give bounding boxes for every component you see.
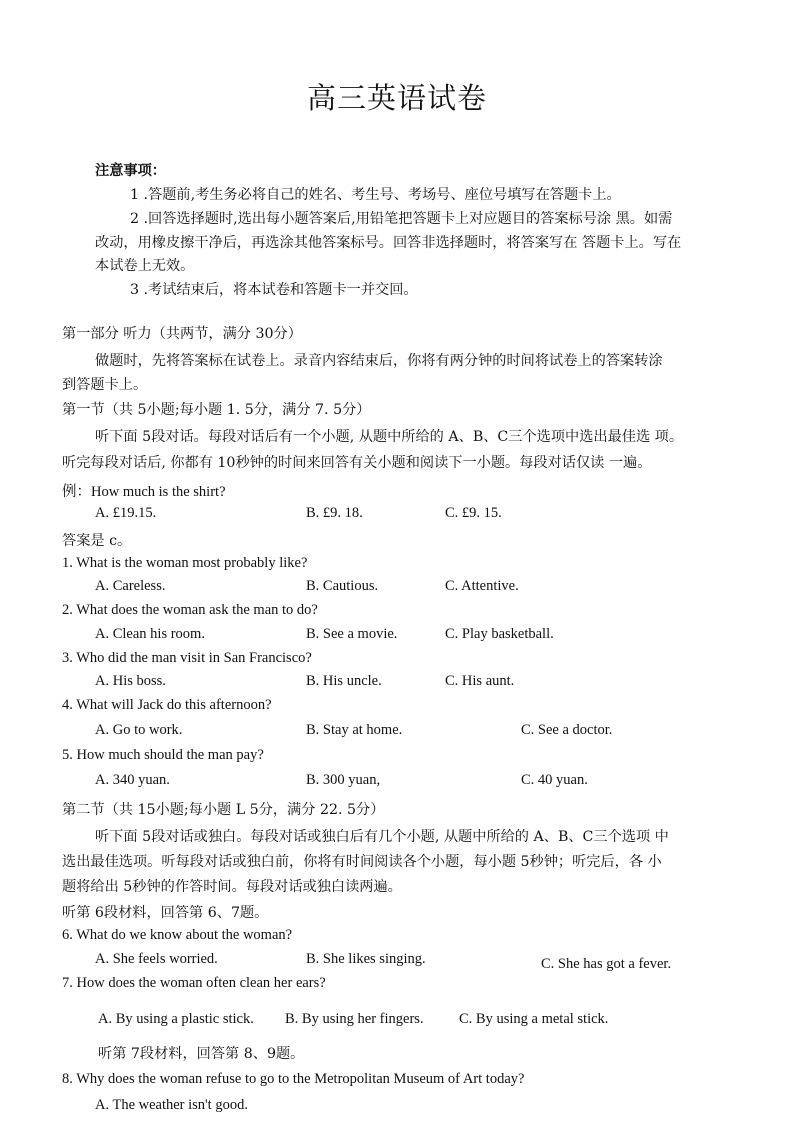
example-option-a: A. £19.15. <box>95 505 157 521</box>
notice-item-1: 1 .答题前,考生务必将自己的姓名、考生号、考场号、座位号填写在答题卡上。 <box>130 187 621 203</box>
question-4: 4. What will Jack do this afternoon? <box>62 697 272 713</box>
question-1-option-a: A. Careless. <box>95 578 166 594</box>
question-7-option-c: C. By using a metal stick. <box>459 1011 609 1027</box>
question-4-option-c: C. See a doctor. <box>521 722 613 738</box>
example-option-b: B. £9. 18. <box>306 505 363 521</box>
section1-intro-line-1: 听下面 5段对话。每段对话后有一个小题, 从题中所给的 A、B、C三个选项中选出最佳选 项。 <box>95 429 684 445</box>
question-1-option-b: B. Cautious. <box>306 578 379 594</box>
section1-intro-line-2: 听完每段对话后, 你都有 10秒钟的时间来回答有关小题和阅读下一小题。每段对话仅读 一遍。 <box>62 455 652 471</box>
section2-intro-line-2: 选出最佳选项。听每段对话或独白前，你将有时间阅读各个小题，每小题 5秒钟；听完后，各 小 <box>62 854 662 870</box>
question-2: 2. What does the woman ask the man to do? <box>62 602 318 618</box>
question-5-option-c: C. 40 yuan. <box>521 772 588 788</box>
section2-intro-line-3: 题将给出 5秒钟的作答时间。每段对话或独白读两遍。 <box>62 879 402 895</box>
part1-intro-line-1: 做题时，先将答案标在试卷上。录音内容结束后，你将有两分钟的时间将试卷上的答案转涂 <box>95 353 663 369</box>
question-3: 3. Who did the man visit in San Francisco? <box>62 650 312 666</box>
section2-heading: 第二节（共 15小题;每小题 L 5分，满分 22. 5分） <box>62 802 385 818</box>
page-title: 高三英语试卷 <box>307 81 488 115</box>
question-2-option-b: B. See a movie. <box>306 626 398 642</box>
material-6-instruction: 听第 6段材料，回答第 6、7题。 <box>62 905 269 921</box>
question-4-option-b: B. Stay at home. <box>306 722 403 738</box>
example-answer: 答案是 c。 <box>62 533 132 549</box>
section2-intro-line-1: 听下面 5段对话或独白。每段对话或独白后有几个小题, 从题中所给的 A、B、C三个选项 中 <box>95 829 669 845</box>
question-7: 7. How does the woman often clean her ears? <box>62 975 326 991</box>
question-7-option-a: A. By using a plastic stick. <box>98 1011 254 1027</box>
section1-heading: 第一节（共 5小题;每小题 1. 5分，满分 7. 5分） <box>62 402 371 418</box>
notice-item-2-line-1: 2 .回答选择题时,选出每小题答案后,用铅笔把答题卡上对应题目的答案标号涂 黑。如需 <box>130 211 673 227</box>
question-3-option-a: A. His boss. <box>95 673 166 689</box>
question-5: 5. How much should the man pay? <box>62 747 264 763</box>
question-5-option-b: B. 300 yuan, <box>306 772 381 788</box>
question-6-option-b: B. She likes singing. <box>306 951 426 967</box>
notice-item-3: 3 .考试结束后，将本试卷和答题卡一并交回。 <box>130 282 418 298</box>
question-2-option-a: A. Clean his room. <box>95 626 205 642</box>
part1-intro-line-2: 到答题卡上。 <box>62 377 148 393</box>
notice-item-2-line-2: 改动，用橡皮擦干净后，再选涂其他答案标号。回答非选择题时，将答案写在 答题卡上。写在 <box>95 235 682 251</box>
question-6-option-a: A. She feels worried. <box>95 951 218 967</box>
question-8-option-a: A. The weather isn't good. <box>95 1097 248 1113</box>
question-3-option-c: C. His aunt. <box>445 673 515 689</box>
question-1: 1. What is the woman most probably like? <box>62 555 308 571</box>
question-1-option-c: C. Attentive. <box>445 578 519 594</box>
example-option-c: C. £9. 15. <box>445 505 502 521</box>
question-2-option-c: C. Play basketball. <box>445 626 554 642</box>
part1-heading: 第一部分 听力（共两节，满分 30分） <box>62 326 302 342</box>
notice-item-2-line-3: 本试卷上无效。 <box>95 258 195 274</box>
question-7-option-b: B. By using her fingers. <box>285 1011 424 1027</box>
question-5-option-a: A. 340 yuan. <box>95 772 170 788</box>
question-8: 8. Why does the woman refuse to go to the Metropolitan Museum of Art today? <box>62 1071 525 1087</box>
question-6: 6. What do we know about the woman? <box>62 927 293 943</box>
question-6-option-c: C. She has got a fever. <box>541 956 672 972</box>
question-3-option-b: B. His uncle. <box>306 673 382 689</box>
example-question: 例：How much is the shirt? <box>62 484 226 500</box>
notice-heading: 注意事项： <box>95 163 166 179</box>
question-4-option-a: A. Go to work. <box>95 722 183 738</box>
material-7-instruction: 听第 7段材料，回答第 8、9题。 <box>98 1046 305 1062</box>
